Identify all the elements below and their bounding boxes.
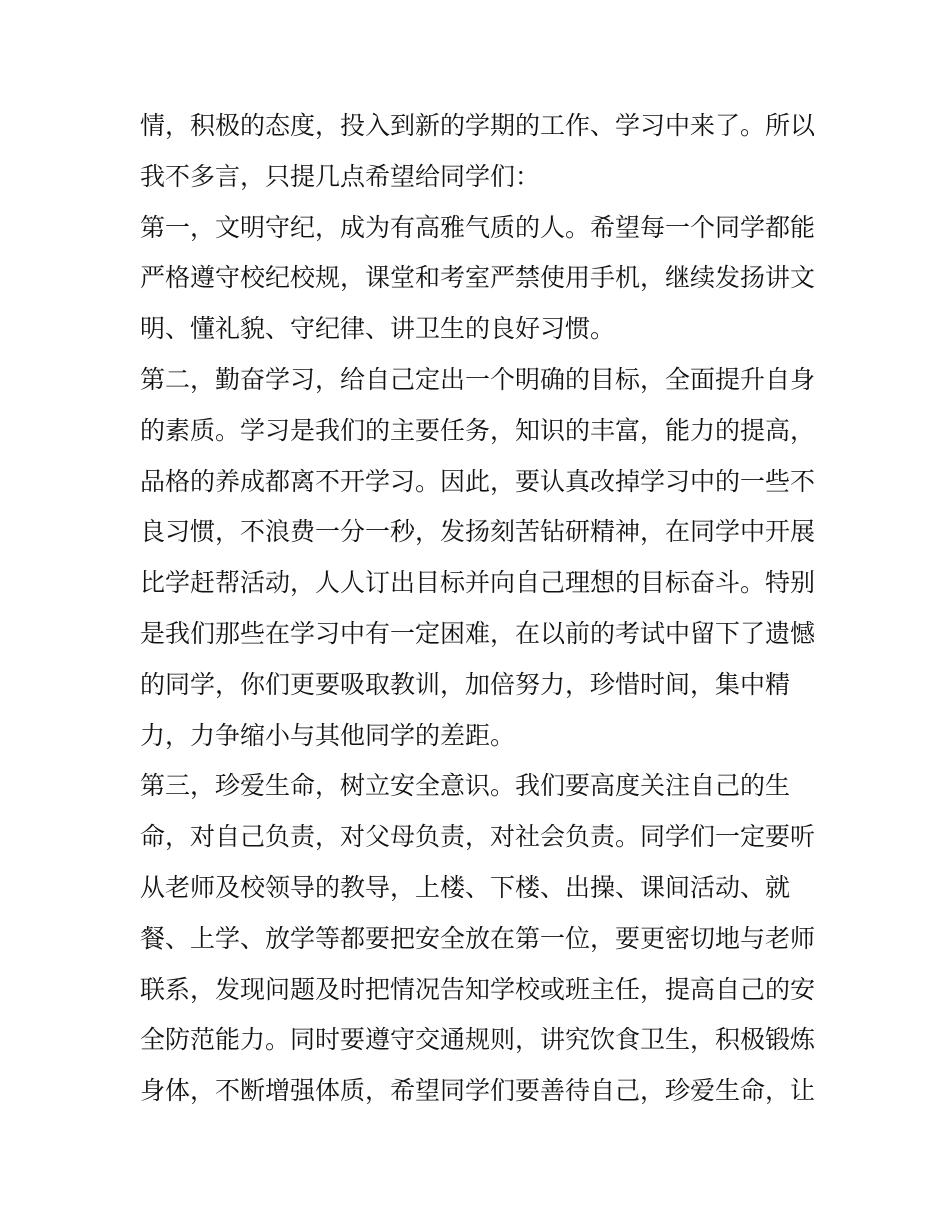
text-line: 第三，珍爱生命，树立安全意识。我们要高度关注自己的生 <box>140 771 791 801</box>
text-line: 第一，文明守纪，成为有高雅气质的人。希望每一个同学都能 <box>140 212 816 242</box>
text-line: 全防范能力。同时要遵守交通规则，讲究饮食卫生，积极锻炼 <box>140 1025 816 1055</box>
text-line: 品格的养成都离不开学习。因此，要认真改掉学习中的一些不 <box>140 466 816 496</box>
text-line: 我不多言，只提几点希望给同学们： <box>140 161 541 191</box>
text-line: 严格遵守校纪校规，课堂和考室严禁使用手机，继续发扬讲文 <box>140 263 816 293</box>
text-line: 是我们那些在学习中有一定困难，在以前的考试中留下了遗憾 <box>140 618 816 648</box>
body-text <box>140 101 830 1117</box>
text-line: 命，对自己负责，对父母负责，对社会负责。同学们一定要听 <box>140 822 816 852</box>
text-line: 第二，勤奋学习，给自己定出一个明确的目标，全面提升自身 <box>140 364 816 394</box>
text-line: 比学赶帮活动，人人订出目标并向自己理想的目标奋斗。特别 <box>140 568 816 598</box>
text-line: 从老师及校领导的教导，上楼、下楼、出操、课间活动、就 <box>140 872 791 902</box>
text-line: 明、懂礼貌、守纪律、讲卫生的良好习惯。 <box>140 314 616 344</box>
text-line: 良习惯，不浪费一分一秒，发扬刻苦钻研精神，在同学中开展 <box>140 517 816 547</box>
text-line: 的素质。学习是我们的主要任务，知识的丰富，能力的提高， <box>140 415 816 445</box>
text-line: 情，积极的态度，投入到新的学期的工作、学习中来了。所以 <box>140 111 816 140</box>
text-line: 身体，不断增强体质，希望同学们要善待自己，珍爱生命，让 <box>140 1076 816 1106</box>
text-line: 的同学，你们更要吸取教训，加倍努力，珍惜时间，集中精 <box>140 669 791 699</box>
text-line: 联系，发现问题及时把情况告知学校或班主任，提高自己的安 <box>140 974 816 1004</box>
text-line: 餐、上学、放学等都要把安全放在第一位，要更密切地与老师 <box>140 923 816 953</box>
text-line: 力，力争缩小与其他同学的差距。 <box>140 720 516 750</box>
